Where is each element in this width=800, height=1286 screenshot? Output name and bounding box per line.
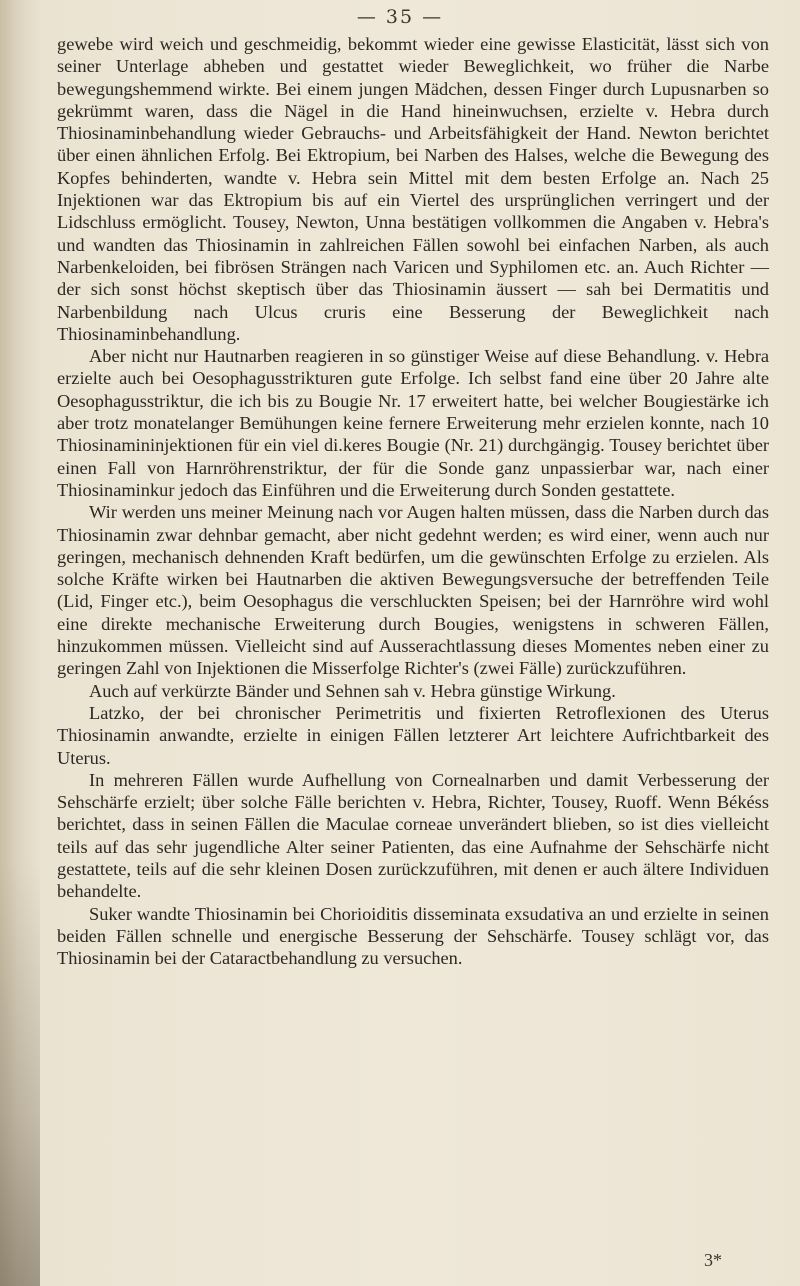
signature-mark: 3* <box>704 1250 722 1270</box>
body-text <box>57 33 769 969</box>
paragraph-3: Wir werden uns meiner Meinung nach vor Augen halten müssen, dass die Narben durch das Thiosinamin zwar dehnbar gemacht, aber nicht gedehnt werden; es wird einer, wenn auch nur geringen, mechanisch dehnenden Kraft bedürfen, um die gewünschten Erfolge zu erzielen. Als solche Kräfte wirken bei Hautnarben die aktiven Bewegungsversuche der betreffenden Teile (Lid, Finger etc.), beim Oesophagus die verschluckten Speisen; bei der Harnröhre wird wohl eine direkte mechanische Erweiterung durch Bougies, wenigstens in schweren Fällen, hinzukommen müssen. Vielleicht sind auf Ausserachtlassung dieses Momentes neben einer zu geringen Zahl von Injektionen die Misserfolge Richter's (zwei Fälle) zurückzuführen. <box>57 502 769 679</box>
paragraph-4: Auch auf verkürzte Bänder und Sehnen sah v. Hebra günstige Wirkung. <box>89 680 616 701</box>
paragraph-5: Latzko, der bei chronischer Perimetritis und fixierten Retroflexionen des Uterus Thiosinamin anwandte, erzielte in einigen Fällen letzterer Art leichtere Aufrichtbarkeit des Uterus. <box>57 702 769 768</box>
page-edge-shadow <box>0 860 40 1286</box>
paragraph-6: In mehreren Fällen wurde Aufhellung von Cornealnarben und damit Verbesserung der Sehschärfe erzielt; über solche Fälle berichten v. Hebra, Richter, Tousey, Ruoff. Wenn Békéss berichtet, dass in seinen Fällen die Maculae corneae unverändert blieben, so ist dies vielleicht teils auf das sehr jugendliche Alter seiner Patienten, das eine Aufnahme der Sehschärfe nicht gestattete, teils auf die sehr kleinen Dosen zurückzuführen, mit denen er auch ältere Individuen behandelte. <box>57 769 769 902</box>
paragraph-2: Aber nicht nur Hautnarben reagieren in so günstiger Weise auf diese Behandlung. v. Hebra erzielte auch bei Oesophagusstrikturen gute Erfolge. Ich selbst fand eine über 20 Jahre alte Oesophagusstriktur, die ich bis zu Bougie Nr. 17 erweitert hatte, bei welcher Bougiestärke ich aber trotz monatelanger Bemühungen keine fernere Erweiterung mehr erzielen konnte, nach 10 Thiosinamininjektionen für ein viel di.keres Bougie (Nr. 21) durchgängig. Tousey berichtet über einen Fall von Harnröhrenstriktur, der für die Sonde ganz unpassierbar war, nach einer Thiosinaminkur jedoch das Einführen und die Erweiterung durch Sonden gestattete. <box>57 346 769 500</box>
paragraph-1: gewebe wird weich und geschmeidig, bekommt wieder eine gewisse Elasticität, lässt sich von seiner Unterlage abheben und gestattet wieder Beweglichkeit, wo früher die Narbe bewegungshemmend wirkte. Bei einem jungen Mädchen, dessen Finger durch Lupusnarben so gekrümmt waren, dass die Nägel in die Hand hineinwuchsen, erzielte v. Hebra durch Thiosinaminbehandlung wieder Gebrauchs- und Arbeitsfähigkeit der Hand. Newton berichtet über einen ähnlichen Erfolg. Bei Ektropium, bei Narben des Halses, welche die Bewegung des Kopfes behinderten, wandte v. Hebra sein Mittel mit dem besten Erfolge an. Nach 25 Injektionen war das Ektropium bis auf ein Viertel des ursprünglichen verringert und der Lidschluss ermöglicht. Tousey, Newton, Unna bestätigen vollkommen die Angaben v. Hebra's und wandten das Thiosinamin in zahlreichen Fällen sowohl bei einfachen Narben, als auch Narbenkeloiden, bei fibrösen Strängen nach Varicen und Syphilomen etc. an. Auch Richter — der sich sonst höchst skeptisch über das Thiosinamin äussert — sah bei Dermatitis und Narbenbildung nach Ulcus cruris eine Besserung der Beweglichkeit nach Thiosinaminbehandlung. <box>57 34 769 344</box>
paragraph-7: Suker wandte Thiosinamin bei Chorioiditis disseminata exsudativa an und erzielte in seinen beiden Fällen schnelle und energische Besserung der Sehschärfe. Tousey schlägt vor, das Thiosinamin bei der Cataractbehandlung zu versuchen. <box>57 903 769 969</box>
page-number: — 35 — <box>356 6 444 28</box>
